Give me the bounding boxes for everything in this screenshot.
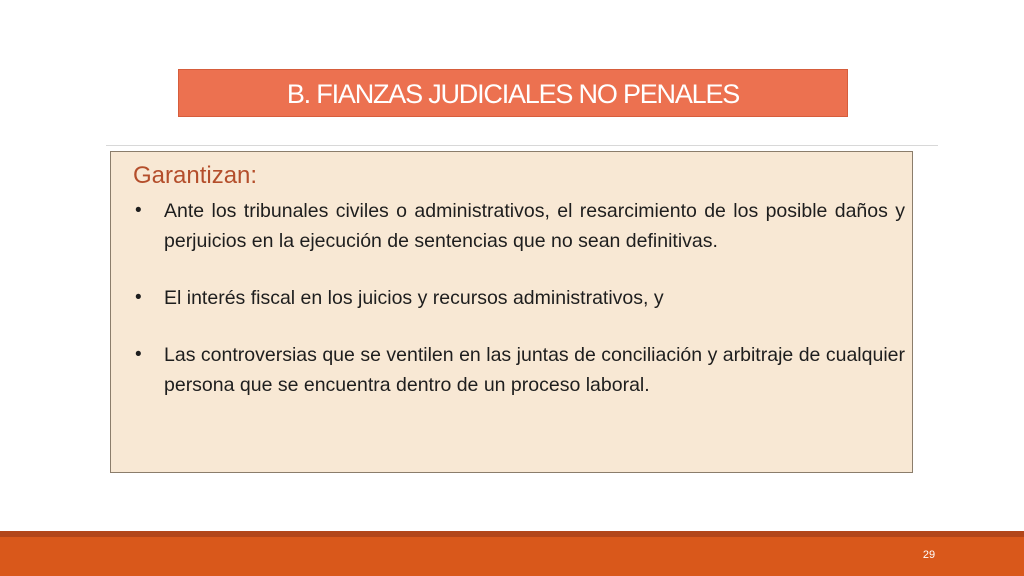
bullet-text: Ante los tribunales civiles o administrativos, el resarcimiento de los posible daños y perjuicios en la ejecución de sentencias que no sean definitivas.: [164, 200, 905, 252]
bullet-list: [133, 196, 905, 400]
bullet-icon: •: [135, 344, 142, 365]
bullet-item-1: [133, 196, 905, 256]
bullet-text: El interés fiscal en los juicios y recursos administrativos, y: [164, 287, 664, 309]
footer-bar: [0, 537, 1024, 576]
bullet-icon: •: [135, 287, 142, 308]
title-divider: [106, 145, 938, 146]
page-number: 29: [922, 549, 936, 561]
bullet-item-3: [133, 340, 905, 400]
slide-title: B. FIANZAS JUDICIALES NO PENALES: [286, 79, 740, 109]
content-heading: Garantizan:: [133, 162, 258, 189]
bullet-icon: •: [135, 200, 142, 221]
content-box: [110, 151, 913, 473]
bullet-item-2: [133, 283, 905, 313]
bullet-text: Las controversias que se ventilen en las juntas de conciliación y arbitraje de cualquier persona que se encuentra dentro de un proceso laboral.: [164, 344, 905, 396]
slide-title-banner: [178, 69, 848, 117]
